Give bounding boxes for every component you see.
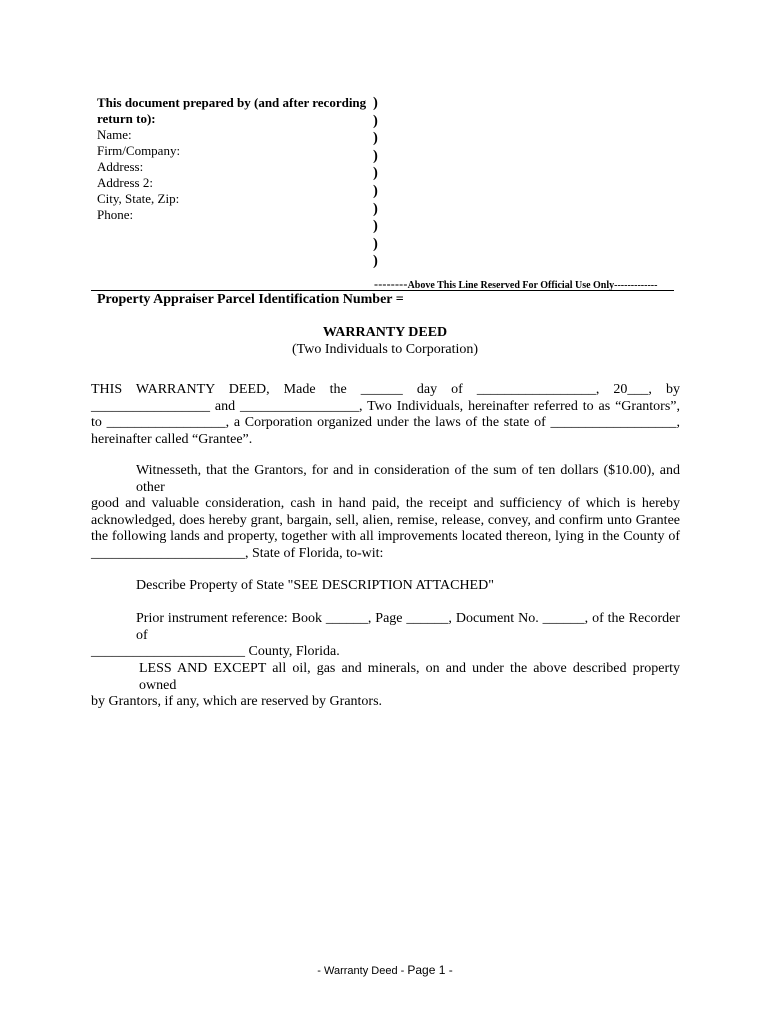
intro-line: to _________________, a Corporation organized under the laws of the state of __________________,	[91, 415, 680, 430]
witnesseth-line: the following lands and property, together with all improvements located thereon, lying in the County of	[91, 529, 680, 544]
prior-line: Prior instrument reference: Book ______, Page ______, Document No. ______, of the Recorder of	[136, 611, 680, 643]
witnesseth-line: good and valuable consideration, cash in hand paid, the receipt and sufficiency of which is hereby	[91, 496, 680, 511]
intro-paragraph	[91, 382, 680, 448]
footer-doc-name: - Warranty Deed -	[317, 965, 408, 977]
prepared-field-phone: Phone:	[97, 207, 134, 222]
document-subtitle: (Two Individuals to Corporation)	[291, 342, 479, 357]
bracket-mark: )	[373, 130, 378, 147]
describe-paragraph	[91, 578, 680, 595]
prepared-field-address2: Address 2:	[97, 175, 153, 190]
prepared-field-firm: Firm/Company:	[97, 143, 181, 158]
bracket-mark: )	[373, 112, 378, 129]
footer-page-number: Page 1 -	[407, 963, 453, 977]
bracket-mark: )	[373, 165, 378, 182]
witnesseth-line: ______________________, State of Florida, to-wit:	[91, 545, 384, 561]
bracket-mark: )	[373, 235, 378, 252]
reserved-lead-dashes: --------	[374, 277, 408, 291]
intro-line: THIS WARRANTY DEED, Made the ______ day of _________________, 20___, by	[91, 382, 680, 397]
bracket-mark: )	[373, 182, 378, 199]
less-line: LESS AND EXCEPT all oil, gas and minerals, on and under the above described property owned	[139, 661, 680, 693]
parcel-id-label: Property Appraiser Parcel Identification Number =	[97, 292, 404, 307]
intro-line: hereinafter called “Grantee”.	[91, 431, 253, 447]
reserved-text: Above This Line Reserved For Official Use Only-------------	[407, 280, 658, 291]
prepared-field-name: Name:	[97, 127, 132, 142]
prior-instrument-paragraph	[91, 611, 680, 661]
bracket-mark: )	[373, 253, 378, 270]
less-and-except-paragraph	[91, 661, 680, 711]
intro-line: _________________ and _________________, Two Individuals, hereinafter referred to as “Grantors”,	[91, 398, 680, 414]
page-footer	[0, 963, 770, 977]
document-title: WARRANTY DEED	[322, 325, 448, 340]
bracket-mark: )	[373, 218, 378, 235]
witnesseth-line: acknowledged, does hereby grant, bargain, sell, alien, remise, release, convey, and confirm unto Grantee	[91, 512, 680, 528]
witnesseth-line: Witnesseth, that the Grantors, for and in consideration of the sum of ten dollars ($10.00), and other	[136, 463, 680, 495]
prepared-by-block	[97, 95, 367, 223]
bracket-mark: )	[373, 200, 378, 217]
less-line: by Grantors, if any, which are reserved by Grantors.	[91, 694, 383, 709]
witnesseth-paragraph	[91, 463, 680, 562]
prepared-field-city-state-zip: City, State, Zip:	[97, 191, 180, 206]
describe-line: Describe Property of State "SEE DESCRIPTION ATTACHED"	[136, 578, 494, 593]
prior-line: ______________________ County, Florida.	[91, 644, 340, 659]
bracket-column	[373, 95, 378, 271]
bracket-mark: )	[373, 95, 378, 111]
bracket-mark: )	[373, 147, 378, 164]
prepared-by-heading: This document prepared by (and after recording return to):	[97, 95, 367, 126]
reserved-divider	[91, 290, 674, 291]
prepared-field-address: Address:	[97, 159, 144, 174]
